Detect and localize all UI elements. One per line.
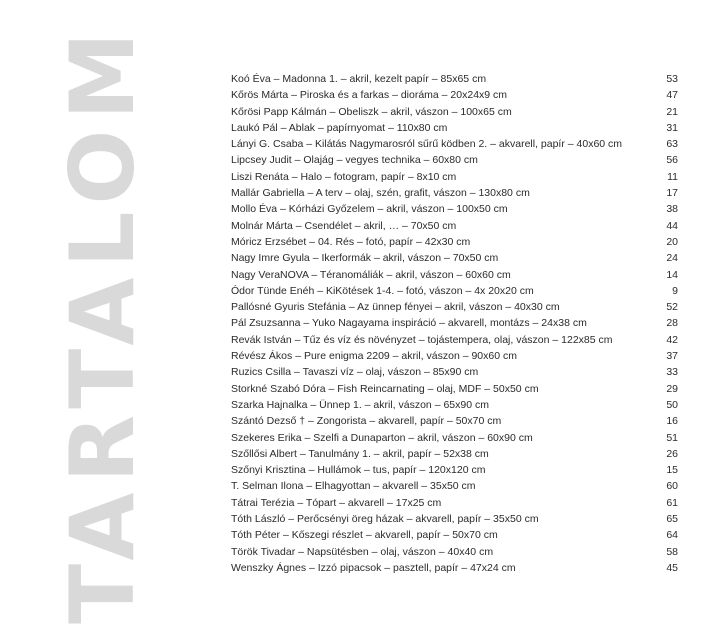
toc-page-number: 21 [666,105,678,118]
toc-page-number: 44 [666,219,678,232]
toc-entry-text: Tóth László – Perőcsényi öreg házak – akvarell, papír – 35x50 cm [231,513,539,526]
toc-entry [231,250,678,266]
toc-entry-text: Szántó Dezső † – Zongorista – akvarell, papír – 50x70 cm [231,415,502,428]
toc-page-number: 9 [672,284,678,297]
toc-entry-text: Nagy VeraNOVA – Téranomáliák – akril, vászon – 60x60 cm [231,268,511,281]
toc-page-number: 24 [666,252,678,265]
toc-entry-text: Szőnyi Krisztina – Hullámok – tus, papír – 120x120 cm [231,464,486,477]
toc-page-number: 28 [666,317,678,330]
toc-entry [231,381,678,397]
toc-entry [231,560,678,576]
toc-entry-text: Storkné Szabó Dóra – Fish Reincarnating – olaj, MDF – 50x50 cm [231,382,539,395]
toc-page-number: 20 [666,235,678,248]
toc-entry [231,413,678,429]
toc-entry [231,478,678,494]
toc-entry [231,104,678,120]
toc-entry-text: Pallósné Gyuris Stefánia – Az ünnep fényei – akril, vászon – 40x30 cm [231,301,560,314]
toc-entry-text: Laukó Pál – Ablak – papírnyomat – 110x80 cm [231,121,448,134]
page-title: TARTALOM [51,22,155,624]
toc-entry-text: Revák István – Tűz és víz és növényzet – tojástempera, olaj, vászon – 122x85 cm [231,333,613,346]
toc-entry-text: Lányi G. Csaba – Kilátás Nagymarosról sűrű ködben 2. – akvarell, papír – 40x60 cm [231,138,623,151]
toc-page-number: 52 [666,301,678,314]
toc-page-number: 29 [666,382,678,395]
toc-entry [231,397,678,413]
toc-page-number: 64 [666,529,678,542]
toc-page-number: 61 [666,496,678,509]
toc-entry-text: Lipcsey Judit – Olajág – vegyes technika – 60x80 cm [231,154,478,167]
toc-page-number: 56 [666,154,678,167]
toc-entry-text: Tóth Péter – Kőszegi részlet – akvarell, papír – 50x70 cm [231,529,498,542]
toc-entry-text: Révész Ákos – Pure enigma 2209 – akril, vászon – 90x60 cm [231,350,517,363]
toc-entry [231,152,678,168]
toc-entry-text: Liszi Renáta – Halo – fotogram, papír – 8x10 cm [231,170,457,183]
toc-entry-text: Szőllősi Albert – Tanulmány 1. – akril, papír – 52x38 cm [231,447,489,460]
toc-page-number: 14 [666,268,678,281]
toc-entry-text: Koó Éva – Madonna 1. – akril, kezelt papír – 85x65 cm [231,73,487,85]
toc-page-number: 50 [666,398,678,411]
toc-entry-text: Móricz Erzsébet – 04. Rés – fotó, papír – 42x30 cm [231,235,471,248]
toc-entry [231,71,678,87]
toc-page-number: 51 [666,431,678,444]
vertical-title [51,22,155,624]
toc-entry [231,201,678,217]
toc-page-number: 33 [666,366,678,379]
toc-entry [231,283,678,299]
toc-entry [231,120,678,136]
toc-page-number: 65 [666,513,678,526]
toc-entry [231,87,678,103]
toc-entry [231,169,678,185]
toc-page-number: 45 [666,561,678,574]
toc-entry-text: Nagy Imre Gyula – Ikerformák – akril, vászon – 70x50 cm [231,252,499,265]
toc-page-number: 26 [666,447,678,460]
toc-entry-text: Mallár Gabriella – A terv – olaj, szén, grafit, vászon – 130x80 cm [231,187,530,200]
toc-entry-text: Pál Zsuzsanna – Yuko Nagayama inspiráció – akvarell, montázs – 24x38 cm [231,317,587,330]
toc-entry-text: Wenszky Ágnes – Izzó pipacsok – pasztell, papír – 47x24 cm [231,561,516,574]
toc-page-number: 15 [666,464,678,477]
toc-entry [231,446,678,462]
toc-entry [231,299,678,315]
toc-page-number: 37 [666,350,678,363]
toc-page-number: 11 [667,170,678,183]
toc-entry [231,234,678,250]
toc-page-number: 53 [666,73,678,85]
toc-entry-text: Mollo Éva – Kórházi Győzelem – akril, vászon – 100x50 cm [231,203,508,216]
toc-page-number: 63 [666,138,678,151]
toc-page-number: 31 [666,121,678,134]
toc-entry-text: Török Tivadar – Napsütésben – olaj, vászon – 40x40 cm [231,545,494,558]
toc-entry-text: Molnár Márta – Csendélet – akril, … – 70x50 cm [231,219,457,232]
toc-entry-text: Ódor Tünde Enéh – KiKötések 1-4. – fotó, vászon – 4x 20x20 cm [231,284,534,297]
toc-entry [231,430,678,446]
toc-entry-text: Szekeres Erika – Szelfi a Dunaparton – akril, vászon – 60x90 cm [231,431,533,444]
toc-entry-text: Kőrös Márta – Piroska és a farkas – dioráma – 20x24x9 cm [231,89,508,102]
toc-page-number: 58 [666,545,678,558]
toc-entry [231,495,678,511]
toc-entry [231,511,678,527]
toc-page-number: 47 [666,89,678,102]
toc-entry [231,315,678,331]
toc-entry [231,136,678,152]
toc-entry [231,348,678,364]
toc-page-number: 38 [666,203,678,216]
toc-entry [231,185,678,201]
toc-page-number: 16 [666,415,678,428]
toc-page-number: 17 [666,187,678,200]
toc-entry-text: Tátrai Terézia – Tópart – akvarell – 17x25 cm [231,496,442,509]
toc-page-number: 42 [666,333,678,346]
toc-entry [231,544,678,560]
toc-entry-text: T. Selman Ilona – Elhagyottan – akvarell – 35x50 cm [231,480,476,493]
toc-entry [231,462,678,478]
toc-entry [231,527,678,543]
toc-entry-text: Szarka Hajnalka – Ünnep 1. – akril, vászon – 65x90 cm [231,398,489,411]
toc-page-number: 60 [666,480,678,493]
toc-entry [231,218,678,234]
table-of-contents [231,71,678,576]
toc-entry [231,332,678,348]
toc-entry [231,267,678,283]
toc-entry-text: Kőrösi Papp Kálmán – Obeliszk – akril, vászon – 100x65 cm [231,105,512,118]
toc-entry [231,364,678,380]
toc-entry-text: Ruzics Csilla – Tavaszi víz – olaj, vászon – 85x90 cm [231,366,479,379]
